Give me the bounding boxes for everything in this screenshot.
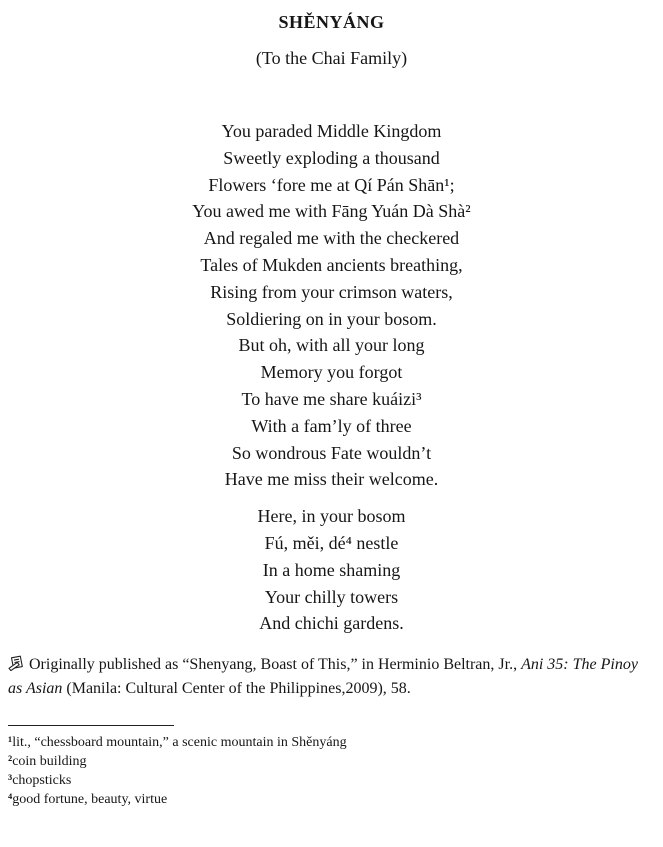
publication-note: [8, 654, 655, 699]
note-pencil-icon: [8, 655, 25, 678]
poem-line: Fú, měi, dé⁴ nestle: [264, 532, 399, 553]
poem-line: Rising from your crimson waters,: [210, 281, 453, 302]
footnotes: [8, 733, 655, 809]
footnote-marker: ⁴: [8, 792, 13, 808]
footnote-marker: ³: [8, 773, 13, 789]
footnote-separator: [8, 725, 174, 726]
poem-line: To have me share kuáizi³: [241, 388, 422, 409]
footnote-text: chopsticks: [12, 773, 72, 789]
footnote-marker: ¹: [8, 735, 13, 751]
footnote: [8, 752, 655, 771]
poem-line: Tales of Mukden ancients breathing,: [200, 254, 463, 275]
footnote-text: good fortune, beauty, virtue: [12, 792, 168, 808]
poem-line: Soldiering on in your bosom.: [226, 308, 437, 329]
poem-line: So wondrous Fate wouldn’t: [231, 442, 432, 463]
stanza-2: [8, 503, 655, 637]
poem-line: Your chilly towers: [264, 586, 399, 607]
poem-line: Flowers ‘fore me at Qí Pán Shān¹;: [208, 174, 455, 195]
note-source-title: Ani 35: The Pinoy as Asian: [8, 656, 638, 697]
footnote-marker: ²: [8, 754, 13, 770]
footnote: [8, 790, 655, 809]
note-text-after: (Manila: Cultural Center of the Philippines,2009), 58.: [62, 679, 411, 697]
poem-line: Here, in your bosom: [257, 506, 406, 527]
poem-line: But oh, with all your long: [238, 335, 425, 356]
footnote: [8, 771, 655, 790]
poem-line: With a fam’ly of three: [251, 415, 412, 436]
poem: [8, 118, 655, 637]
footnote: [8, 733, 655, 752]
poem-line: You awed me with Fāng Yuán Dà Shà²: [192, 201, 471, 222]
poem-line: You paraded Middle Kingdom: [221, 121, 442, 141]
stanza-1: [8, 118, 655, 493]
poem-line: And regaled me with the checkered: [203, 228, 460, 249]
poem-line: Memory you forgot: [260, 362, 403, 383]
footnote-text: lit., “chessboard mountain,” a scenic mountain in Shěnyáng: [12, 735, 347, 751]
footnote-text: coin building: [12, 754, 87, 770]
poem-line: In a home shaming: [262, 559, 401, 580]
dedication: (To the Chai Family): [255, 48, 408, 68]
poem-title: SHĚNYÁNG: [278, 12, 385, 32]
poem-line: Sweetly exploding a thousand: [223, 147, 440, 168]
poem-line: And chichi gardens.: [259, 613, 404, 634]
poem-line: Have me miss their welcome.: [224, 469, 439, 490]
note-text-before: Originally published as “Shenyang, Boast of This,” in Herminio Beltran, Jr.,: [29, 656, 522, 674]
